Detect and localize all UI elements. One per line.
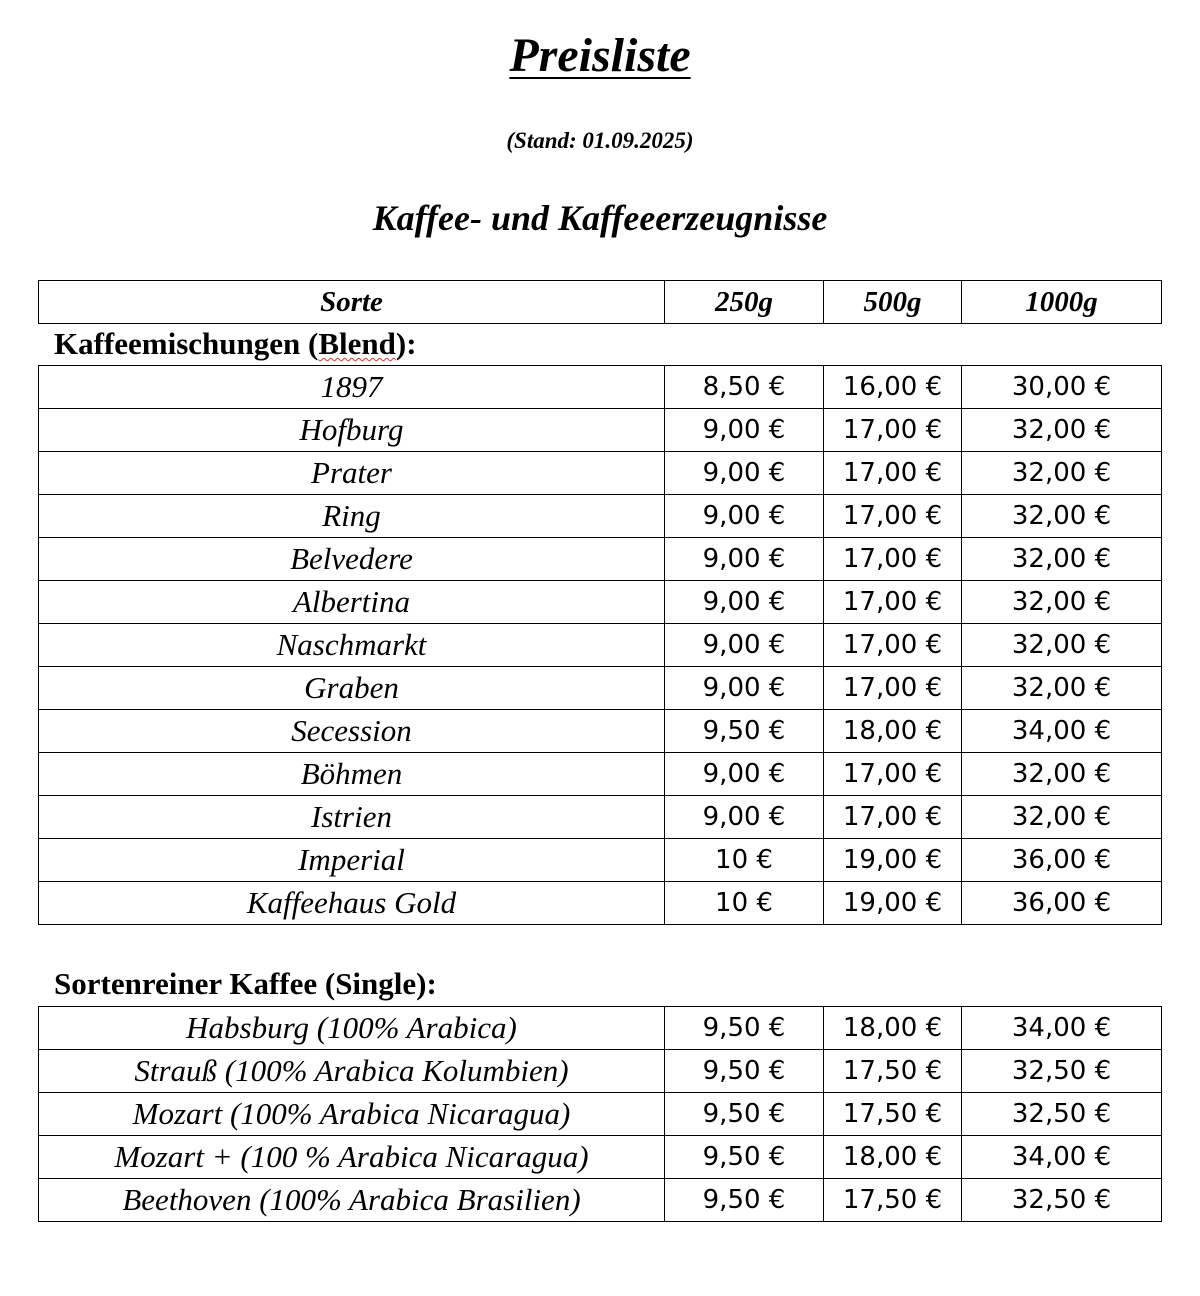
price-500g: 17,00 € xyxy=(824,624,962,667)
variety-name: Strauß (100% Arabica Kolumbien) xyxy=(39,1050,665,1093)
blend-price-table xyxy=(38,365,1162,925)
variety-name: Naschmarkt xyxy=(39,624,665,667)
variety-name: Kaffeehaus Gold xyxy=(39,882,665,925)
variety-name: Prater xyxy=(39,452,665,495)
header-1000g: 1000g xyxy=(962,281,1162,324)
table-row xyxy=(39,753,1162,796)
price-500g: 17,00 € xyxy=(824,452,962,495)
price-500g: 17,00 € xyxy=(824,796,962,839)
price-250g: 9,00 € xyxy=(665,667,824,710)
header-sorte: Sorte xyxy=(39,281,665,324)
price-1000g: 32,50 € xyxy=(962,1093,1162,1136)
price-250g: 10 € xyxy=(665,839,824,882)
price-250g: 9,00 € xyxy=(665,452,824,495)
variety-name: Graben xyxy=(39,667,665,710)
price-500g: 17,50 € xyxy=(824,1179,962,1222)
table-row xyxy=(39,1179,1162,1222)
page-title-block xyxy=(0,28,1200,83)
price-250g: 9,00 € xyxy=(665,624,824,667)
price-500g: 19,00 € xyxy=(824,882,962,925)
price-500g: 17,00 € xyxy=(824,667,962,710)
price-1000g: 32,50 € xyxy=(962,1050,1162,1093)
table-row xyxy=(39,624,1162,667)
table-row xyxy=(39,1050,1162,1093)
variety-name: Ring xyxy=(39,495,665,538)
price-1000g: 36,00 € xyxy=(962,839,1162,882)
price-1000g: 34,00 € xyxy=(962,1136,1162,1179)
price-1000g: 32,00 € xyxy=(962,538,1162,581)
variety-name: Secession xyxy=(39,710,665,753)
price-1000g: 34,00 € xyxy=(962,1007,1162,1050)
table-row xyxy=(39,409,1162,452)
variety-name: 1897 xyxy=(39,366,665,409)
table-row xyxy=(39,452,1162,495)
price-250g: 9,00 € xyxy=(665,796,824,839)
table-row xyxy=(39,839,1162,882)
table-row xyxy=(39,796,1162,839)
variety-name: Hofburg xyxy=(39,409,665,452)
table-row xyxy=(39,538,1162,581)
price-500g: 17,50 € xyxy=(824,1093,962,1136)
price-250g: 9,00 € xyxy=(665,581,824,624)
price-500g: 16,00 € xyxy=(824,366,962,409)
table-row xyxy=(39,1007,1162,1050)
variety-name: Beethoven (100% Arabica Brasilien) xyxy=(39,1179,665,1222)
table-row xyxy=(39,1136,1162,1179)
date-note: (Stand: 01.09.2025) xyxy=(506,128,694,153)
variety-name: Habsburg (100% Arabica) xyxy=(39,1007,665,1050)
header-row xyxy=(39,281,1162,324)
price-1000g: 32,00 € xyxy=(962,624,1162,667)
price-1000g: 32,00 € xyxy=(962,452,1162,495)
price-1000g: 32,00 € xyxy=(962,667,1162,710)
price-1000g: 30,00 € xyxy=(962,366,1162,409)
price-500g: 17,00 € xyxy=(824,581,962,624)
price-1000g: 36,00 € xyxy=(962,882,1162,925)
price-500g: 17,00 € xyxy=(824,409,962,452)
single-price-table xyxy=(38,1006,1162,1222)
price-500g: 17,00 € xyxy=(824,538,962,581)
price-250g: 9,50 € xyxy=(665,710,824,753)
price-1000g: 32,00 € xyxy=(962,753,1162,796)
variety-name: Mozart + (100 % Arabica Nicaragua) xyxy=(39,1136,665,1179)
price-250g: 10 € xyxy=(665,882,824,925)
price-500g: 17,00 € xyxy=(824,495,962,538)
price-250g: 9,50 € xyxy=(665,1050,824,1093)
table-row xyxy=(39,366,1162,409)
price-250g: 9,00 € xyxy=(665,538,824,581)
price-500g: 17,00 € xyxy=(824,753,962,796)
table-row xyxy=(39,667,1162,710)
table-row xyxy=(39,882,1162,925)
price-250g: 9,50 € xyxy=(665,1007,824,1050)
price-1000g: 34,00 € xyxy=(962,710,1162,753)
price-500g: 17,50 € xyxy=(824,1050,962,1093)
blend-heading xyxy=(54,326,417,362)
single-heading: Sortenreiner Kaffee (Single): xyxy=(54,966,437,1001)
variety-name: Mozart (100% Arabica Nicaragua) xyxy=(39,1093,665,1136)
price-250g: 9,00 € xyxy=(665,753,824,796)
price-250g: 8,50 € xyxy=(665,366,824,409)
price-250g: 9,00 € xyxy=(665,409,824,452)
variety-name: Istrien xyxy=(39,796,665,839)
price-500g: 19,00 € xyxy=(824,839,962,882)
price-500g: 18,00 € xyxy=(824,1136,962,1179)
price-500g: 18,00 € xyxy=(824,710,962,753)
table-row xyxy=(39,581,1162,624)
blend-heading-word: Blend xyxy=(318,326,396,361)
blend-heading-post: ): xyxy=(395,326,417,361)
variety-name: Böhmen xyxy=(39,753,665,796)
price-250g: 9,50 € xyxy=(665,1136,824,1179)
price-250g: 9,00 € xyxy=(665,495,824,538)
table-row xyxy=(39,1093,1162,1136)
page-title: Preisliste xyxy=(509,29,691,82)
price-250g: 9,50 € xyxy=(665,1093,824,1136)
price-1000g: 32,00 € xyxy=(962,581,1162,624)
price-250g: 9,50 € xyxy=(665,1179,824,1222)
header-500g: 500g xyxy=(824,281,962,324)
price-1000g: 32,00 € xyxy=(962,796,1162,839)
price-1000g: 32,00 € xyxy=(962,495,1162,538)
price-500g: 18,00 € xyxy=(824,1007,962,1050)
table-row xyxy=(39,495,1162,538)
table-row xyxy=(39,710,1162,753)
section-subtitle: Kaffee- und Kaffeeerzeugnisse xyxy=(372,198,828,238)
variety-name: Belvedere xyxy=(39,538,665,581)
variety-name: Imperial xyxy=(39,839,665,882)
header-table xyxy=(38,280,1162,324)
blend-heading-pre: Kaffeemischungen ( xyxy=(54,326,319,361)
price-1000g: 32,50 € xyxy=(962,1179,1162,1222)
price-1000g: 32,00 € xyxy=(962,409,1162,452)
header-250g: 250g xyxy=(665,281,824,324)
variety-name: Albertina xyxy=(39,581,665,624)
